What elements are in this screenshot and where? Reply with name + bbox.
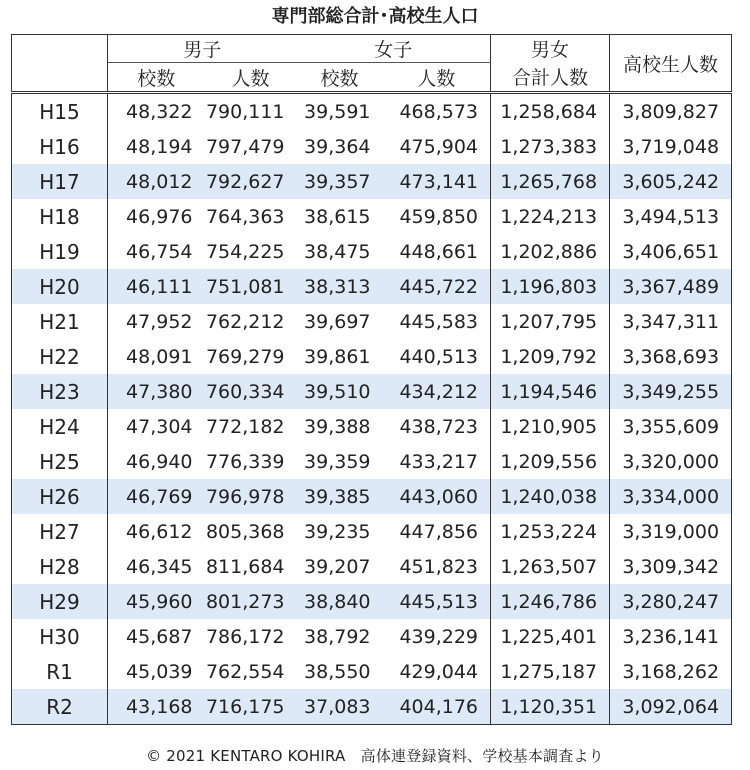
footer-credit: © 2021 KENTARO KOHIRA 高体連登録資料、学校基本調査より (146, 747, 604, 765)
female-people-cell: 433,217 (399, 450, 479, 473)
hs-population-header: 高校生人数 (610, 35, 732, 93)
year-cell: H20 (12, 269, 108, 304)
male-people-cell: 769,279 (205, 345, 285, 368)
year-cell: H28 (12, 549, 108, 584)
female-people-cell: 404,176 (383, 689, 491, 725)
male-schools-cell: 46,976 (126, 205, 193, 228)
female-schools-cell: 38,792 (304, 625, 371, 648)
male-schools-cell: 48,091 (126, 345, 193, 368)
table-row (12, 269, 732, 304)
male-people-cell: 790,111 (205, 100, 285, 123)
female-people-cell: 445,722 (383, 269, 491, 304)
male-people-cell: 801,273 (205, 584, 297, 619)
female-people-cell: 434,212 (383, 374, 491, 409)
total-people-cell: 1,273,383 (491, 129, 610, 164)
year-cell: R1 (12, 654, 108, 689)
year-cell: H19 (12, 234, 108, 269)
male-schools-cell: 46,111 (108, 269, 205, 304)
total-people-cell: 1,263,507 (491, 549, 610, 584)
male-people-cell: 762,212 (205, 310, 285, 333)
female-people-cell: 445,513 (383, 584, 491, 619)
female-schools-cell: 39,697 (304, 310, 371, 333)
total-people-cell: 1,246,786 (491, 584, 610, 619)
male-schools-cell: 46,940 (126, 450, 193, 473)
hs-population-cell: 3,168,262 (622, 660, 720, 683)
female-group-header: 女子 (297, 35, 491, 63)
total-people-cell: 1,258,684 (491, 93, 610, 130)
year-cell: H24 (12, 409, 108, 444)
male-people-cell: 754,225 (205, 240, 285, 263)
female-people-cell: 473,141 (383, 164, 491, 199)
hs-population-cell: 3,319,000 (622, 520, 720, 543)
female-schools-cell: 39,364 (304, 135, 371, 158)
hs-population-cell: 3,367,489 (610, 269, 732, 304)
male-schools-cell: 47,380 (108, 374, 205, 409)
male-people-cell: 772,182 (205, 415, 285, 438)
female-people-cell: 448,661 (399, 240, 479, 263)
male-schools-cell: 47,952 (126, 310, 193, 333)
total-people-cell: 1,225,401 (491, 619, 610, 654)
table-row (12, 514, 732, 549)
year-cell: H17 (12, 164, 108, 199)
total-people-cell: 1,224,213 (491, 199, 610, 234)
male-schools-cell: 48,322 (126, 100, 193, 123)
hs-population-cell: 3,719,048 (622, 135, 720, 158)
female-schools-cell: 39,385 (297, 479, 383, 514)
female-schools-cell: 39,235 (304, 520, 371, 543)
male-people-cell: 751,081 (205, 269, 297, 304)
male-people-cell: 796,978 (205, 479, 297, 514)
data-table (11, 34, 732, 725)
total-people-cell: 1,209,556 (491, 444, 610, 479)
female-schools-cell: 38,840 (297, 584, 383, 619)
year-cell: H29 (12, 584, 108, 619)
male-schools-cell: 45,960 (108, 584, 205, 619)
female-people-cell: 447,856 (399, 520, 479, 543)
hs-population-cell: 3,280,247 (610, 584, 732, 619)
male-people-cell: 811,684 (205, 555, 285, 578)
female-schools-cell: 39,357 (297, 164, 383, 199)
hs-population-cell: 3,309,342 (622, 555, 720, 578)
male-schools-cell: 46,612 (126, 520, 193, 543)
male-people-cell: 792,627 (205, 164, 297, 199)
table-row (12, 584, 732, 619)
year-cell: R2 (12, 689, 108, 725)
total-people-cell: 1,194,546 (491, 374, 610, 409)
hs-population-cell: 3,406,651 (622, 240, 720, 263)
male-schools-cell: 45,687 (126, 625, 193, 648)
hs-population-cell: 3,349,255 (610, 374, 732, 409)
year-cell: H23 (12, 374, 108, 409)
year-cell: H18 (12, 199, 108, 234)
male-group-header: 男子 (108, 35, 297, 63)
female-schools-header: 校数 (297, 63, 383, 93)
total-people-cell: 1,120,351 (491, 689, 610, 725)
male-schools-cell: 48,194 (126, 135, 193, 158)
total-people-cell: 1,275,187 (491, 654, 610, 689)
year-cell: H26 (12, 479, 108, 514)
female-schools-cell: 38,475 (304, 240, 371, 263)
male-schools-cell: 46,345 (126, 555, 193, 578)
hs-population-cell: 3,092,064 (610, 689, 732, 725)
table-row (12, 234, 732, 269)
female-schools-cell: 37,083 (297, 689, 383, 725)
female-people-cell: 429,044 (399, 660, 479, 683)
table-title: 専門部総合計･高校生人口 (271, 6, 479, 27)
table-row (12, 444, 732, 479)
table-row (12, 164, 732, 199)
male-schools-header: 校数 (108, 63, 205, 93)
table-row (12, 339, 732, 374)
female-people-cell: 439,229 (399, 625, 479, 648)
female-schools-cell: 39,359 (304, 450, 371, 473)
year-cell: H25 (12, 444, 108, 479)
hs-population-cell: 3,494,513 (622, 205, 720, 228)
female-people-cell: 445,583 (399, 310, 479, 333)
hs-population-cell: 3,320,000 (622, 450, 720, 473)
male-schools-cell: 47,304 (126, 415, 193, 438)
year-cell: H27 (12, 514, 108, 549)
year-cell: H16 (12, 129, 108, 164)
female-schools-cell: 39,861 (304, 345, 371, 368)
table-row (12, 374, 732, 409)
male-people-cell: 776,339 (205, 450, 285, 473)
female-people-header: 人数 (383, 63, 491, 93)
total-people-cell: 1,265,768 (491, 164, 610, 199)
total-people-cell: 1,202,886 (491, 234, 610, 269)
female-people-cell: 438,723 (399, 415, 479, 438)
female-people-cell: 443,060 (383, 479, 491, 514)
female-people-cell: 468,573 (399, 100, 479, 123)
male-people-cell: 762,554 (205, 660, 285, 683)
table-row (12, 619, 732, 654)
total-people-cell: 1,209,792 (491, 339, 610, 374)
hs-population-cell: 3,605,242 (610, 164, 732, 199)
table-row (12, 409, 732, 444)
male-people-header: 人数 (205, 63, 297, 93)
year-cell: H22 (12, 339, 108, 374)
male-schools-cell: 43,168 (108, 689, 205, 725)
male-people-cell: 805,368 (205, 520, 285, 543)
male-schools-cell: 46,769 (108, 479, 205, 514)
table-row (12, 199, 732, 234)
total-people-cell: 1,196,803 (491, 269, 610, 304)
female-schools-cell: 39,510 (297, 374, 383, 409)
hs-population-cell: 3,809,827 (622, 100, 720, 123)
female-schools-cell: 39,591 (304, 100, 371, 123)
total-people-header: 合計人数 (491, 63, 610, 93)
table-row (12, 304, 732, 339)
female-schools-cell: 39,388 (304, 415, 371, 438)
total-people-cell: 1,240,038 (491, 479, 610, 514)
table-row (12, 129, 732, 164)
male-people-cell: 760,334 (205, 374, 297, 409)
female-schools-cell: 38,550 (304, 660, 371, 683)
female-people-cell: 440,513 (399, 345, 479, 368)
hs-population-cell: 3,355,609 (622, 415, 720, 438)
year-cell: H15 (12, 93, 108, 130)
table-row (12, 689, 732, 725)
male-people-cell: 764,363 (205, 205, 285, 228)
year-cell: H21 (12, 304, 108, 339)
total-people-cell: 1,253,224 (491, 514, 610, 549)
table-row (12, 654, 732, 689)
male-people-cell: 797,479 (205, 135, 285, 158)
total-people-cell: 1,210,905 (491, 409, 610, 444)
female-people-cell: 451,823 (399, 555, 479, 578)
female-schools-cell: 39,207 (304, 555, 371, 578)
male-female-group-header: 男女 (491, 35, 610, 63)
table-header (12, 35, 732, 93)
year-header-cell (12, 35, 108, 93)
table-row (12, 479, 732, 514)
hs-population-cell: 3,347,311 (622, 310, 720, 333)
hs-population-cell: 3,236,141 (622, 625, 720, 648)
table-row (12, 549, 732, 584)
female-schools-cell: 38,313 (297, 269, 383, 304)
hs-population-cell: 3,368,693 (622, 345, 720, 368)
male-schools-cell: 48,012 (108, 164, 205, 199)
total-people-cell: 1,207,795 (491, 304, 610, 339)
female-people-cell: 459,850 (399, 205, 479, 228)
table-body (12, 93, 732, 725)
male-schools-cell: 45,039 (126, 660, 193, 683)
female-people-cell: 475,904 (399, 135, 479, 158)
female-schools-cell: 38,615 (304, 205, 371, 228)
hs-population-cell: 3,334,000 (610, 479, 732, 514)
male-people-cell: 786,172 (205, 625, 285, 648)
male-people-cell: 716,175 (205, 689, 297, 725)
male-schools-cell: 46,754 (126, 240, 193, 263)
table-row (12, 93, 732, 130)
year-cell: H30 (12, 619, 108, 654)
